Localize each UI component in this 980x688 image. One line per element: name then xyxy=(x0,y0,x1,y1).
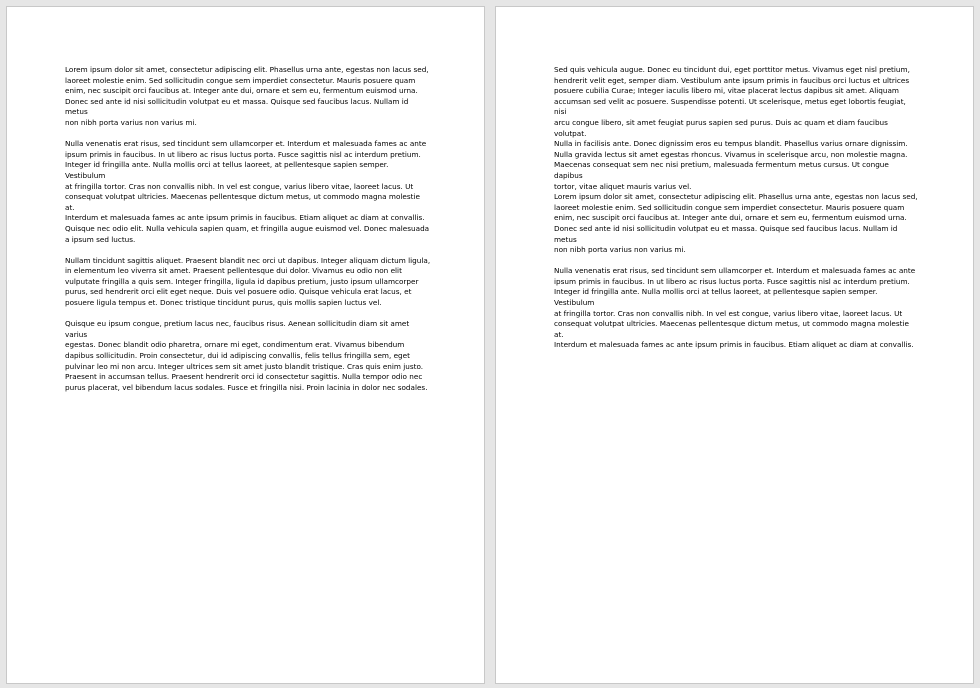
paragraph[interactable]: Lorem ipsum dolor sit amet, consectetur adipiscing elit. Phasellus urna ante, egestas non lacus sed, laoreet molestie enim. Sed sollicitudin congue sem imperdiet consectetur. Mauris posuere quam enim, nec suscipit orci faucibus at. Integer ante dui, ornare et sem eu, fermentum euismod urna. Donec sed ante id nisi sollicitudin volutpat eu et massa. Quisque sed faucibus lacus. Nullam id metus non nibh porta varius non varius mi. xyxy=(554,192,918,255)
paragraph[interactable]: Nullam tincidunt sagittis aliquet. Praesent blandit nec orci ut dapibus. Integer aliquam dictum ligula, in elementum leo viverra sit amet. Praesent pellentesque dui dolor. Vivamus eu odio non elit vulputate fringilla a quis sem. Integer fringilla, ligula id dapibus pretium, justo ipsum ullamcorper purus, sed hendrerit orci elit eget neque. Duis vel posuere odio. Quisque vehicula erat lacus, et posuere ligula tempus et. Donec tristique tincidunt purus, quis mollis sapien luctus vel. xyxy=(65,255,431,308)
page-body[interactable] xyxy=(554,65,918,362)
document-page-2[interactable] xyxy=(495,6,974,684)
paragraph[interactable]: Nulla venenatis erat risus, sed tincidunt sem ullamcorper et. Interdum et malesuada fames ac ante ipsum primis in faucibus. In ut libero ac risus luctus porta. Fusce sagittis nisl ac interdum pretium. Integer id fringilla ante. Nulla mollis orci at tellus laoreet, at pellentesque sapien semper. Vestibulum at fringilla tortor. Cras non convallis nibh. In vel est congue, varius libero vitae, laoreet lacus. Ut consequat volutpat ultricies. Maecenas pellentesque dictum metus, ut commodo magna molestie at. Interdum et malesuada fames ac ante ipsum primis in faucibus. Etiam aliquet ac diam at convallis. Quisque nec odio elit. Nulla vehicula sapien quam, et fringilla augue euismod vel. Donec malesuada a ipsum sed luctus. xyxy=(65,139,430,244)
document-page-1[interactable] xyxy=(6,6,485,684)
page-body[interactable] xyxy=(65,65,431,404)
paragraph[interactable]: Nulla venenatis erat risus, sed tincidunt sem ullamcorper et. Interdum et malesuada fames ac ante ipsum primis in faucibus. In ut libero ac risus luctus porta. Fusce sagittis nisl ac interdum pretium. Integer id fringilla ante. Nulla mollis orci at tellus laoreet, at pellentesque sapien semper. Vestibulum at fringilla tortor. Cras non convallis nibh. In vel est congue, varius libero vitae, laoreet lacus. Ut consequat volutpat ultricies. Maecenas pellentesque dictum metus, ut commodo magna molestie at. Interdum et malesuada fames ac ante ipsum primis in faucibus. Etiam aliquet ac diam at convallis. xyxy=(554,266,916,350)
paragraph[interactable]: Quisque eu ipsum congue, pretium lacus nec, faucibus risus. Aenean sollicitudin diam sit amet varius egestas. Donec blandit odio pharetra, ornare mi eget, condimentum erat. Vivamus bibendum dapibus sollicitudin. Proin consectetur, dui id adipiscing convallis, felis tellus fringilla sem, eget pulvinar leo mi non arcu. Integer ultrices sem sit amet justo blandit tristique. Cras quis enim justo. Praesent in accumsan tellus. Praesent hendrerit orci id consectetur sagittis. Nulla tempor odio nec purus placerat, vel bibendum lacus sodales. Fusce et fringilla nisi. Proin lacinia in dolor nec sodales. xyxy=(65,319,428,392)
paragraph[interactable]: Lorem ipsum dolor sit amet, consectetur adipiscing elit. Phasellus urna ante, egestas non lacus sed, laoreet molestie enim. Sed sollicitudin congue sem imperdiet consectetur. Mauris posuere quam enim, nec suscipit orci faucibus at. Integer ante dui, ornare et sem eu, fermentum euismod urna. Donec sed ante id nisi sollicitudin volutpat eu et massa. Quisque sed faucibus lacus. Nullam id metus non nibh porta varius non varius mi. xyxy=(65,65,429,127)
paragraph[interactable]: Sed quis vehicula augue. Donec eu tincidunt dui, eget porttitor metus. Vivamus eget nisl pretium, hendrerit velit eget, semper diam. Vestibulum ante ipsum primis in faucibus orci luctus et ultrices posuere cubilia Curae; Integer iaculis libero mi, vitae placerat lectus dapibus sit amet. Aliquam accumsan sed velit ac posuere. Suspendisse potenti. Ut scelerisque, metus eget lobortis feugiat, nisi arcu congue libero, sit amet feugiat purus sapien sed purus. Duis ac quam et diam faucibus volutpat. Nulla in facilisis ante. Donec dignissim eros eu tempus blandit. Phasellus varius ornare dignissim. Nulla gravida lectus sit amet egestas rhoncus. Vivamus in scelerisque arcu, non molestie magna. Maecenas consequat sem nec nisi pretium, malesuada fermentum metus cursus. Ut congue dapibus tortor, vitae aliquet mauris varius vel. xyxy=(554,65,910,191)
